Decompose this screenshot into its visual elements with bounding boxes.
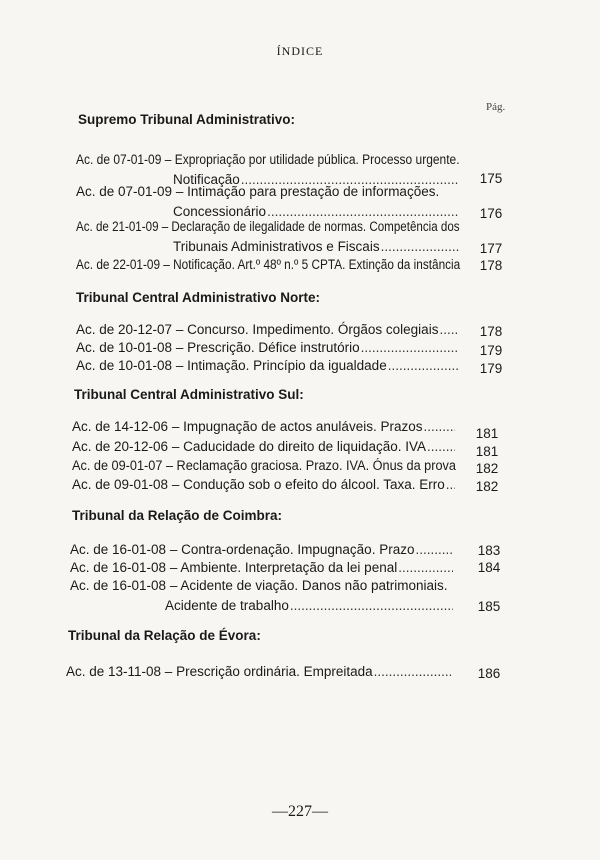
dot-leader bbox=[290, 596, 453, 616]
entry-text: Ac. de 16-01-08 – Contra-ordenação. Impugnação. Prazo bbox=[70, 542, 415, 557]
entry-text: Ac. de 21-01-09 – Declaração de ilegalidade de normas. Competência dos bbox=[76, 219, 460, 234]
entry-page-number: 183 bbox=[477, 543, 501, 558]
page-column-label: Pág. bbox=[486, 101, 506, 113]
index-entry bbox=[70, 540, 454, 560]
index-entry bbox=[72, 437, 456, 457]
entry-text: Ac. de 10-01-08 – Prescrição. Défice instrutório bbox=[76, 340, 360, 355]
page-header-title: ÍNDICE bbox=[276, 44, 324, 58]
index-entry bbox=[76, 255, 460, 275]
index-entry bbox=[76, 356, 460, 376]
entry-text: Ac. de 09-01-07 – Reclamação graciosa. Prazo. IVA. Ónus da prova bbox=[72, 458, 456, 473]
entry-page-number: 182 bbox=[475, 461, 499, 476]
index-entry bbox=[76, 182, 460, 222]
entry-page-number: 178 bbox=[479, 324, 503, 339]
entry-text: Ac. de 16-01-08 – Ambiente. Interpretação da lei penal bbox=[70, 560, 398, 575]
entry-page-number: 179 bbox=[479, 361, 503, 376]
entry-page-number: 181 bbox=[475, 426, 499, 441]
dot-leader bbox=[381, 237, 459, 257]
dot-leader bbox=[398, 558, 453, 578]
entry-text: Ac. de 20-12-06 – Caducidade do direito de liquidação. IVA bbox=[72, 439, 426, 454]
section-title: Tribunal Central Administrativo Sul: bbox=[74, 387, 304, 402]
entry-text: Ac. de 07-01-09 – Expropriação por utilidade pública. Processo urgente. bbox=[76, 152, 460, 167]
entry-text: Ac. de 13-11-08 – Prescrição ordinária. Empreitada bbox=[66, 664, 373, 679]
entry-text-continued: Acidente de trabalho bbox=[165, 598, 289, 613]
entry-page-number: 185 bbox=[477, 599, 501, 614]
entry-text: Ac. de 09-01-08 – Condução sob o efeito do álcool. Taxa. Erro bbox=[72, 477, 445, 492]
entry-text: Ac. de 20-12-07 – Concurso. Impedimento. Órgãos colegiais bbox=[76, 322, 439, 337]
entry-text-continued: Tribunais Administrativos e Fiscais bbox=[173, 239, 380, 254]
entry-text: Ac. de 14-12-06 – Impugnação de actos anuláveis. Prazos bbox=[72, 419, 423, 434]
dot-leader bbox=[415, 540, 453, 560]
dot-leader bbox=[374, 662, 451, 682]
index-entry bbox=[72, 417, 456, 437]
entry-text: Ac. de 10-01-08 – Intimação. Princípio da igualdade bbox=[76, 358, 387, 373]
dot-leader bbox=[361, 338, 459, 358]
page-number-footer: —227— bbox=[272, 803, 328, 820]
section-title: Tribunal Central Administrativo Norte: bbox=[76, 290, 321, 305]
section-title: Tribunal da Relação de Évora: bbox=[68, 628, 261, 643]
entry-page-number: 181 bbox=[475, 444, 499, 459]
section-title: Tribunal da Relação de Coimbra: bbox=[72, 508, 283, 523]
entry-page-number: 184 bbox=[477, 560, 501, 575]
entry-page-number: 179 bbox=[479, 343, 503, 358]
entry-page-number: 182 bbox=[475, 479, 499, 494]
index-entry bbox=[70, 576, 454, 616]
entry-text-continued: Concessionário bbox=[173, 204, 267, 219]
index-entry bbox=[66, 662, 452, 682]
index-entry bbox=[72, 475, 456, 495]
entry-page-number: 186 bbox=[477, 666, 501, 681]
dot-leader bbox=[388, 356, 459, 376]
entry-page-number: 176 bbox=[479, 206, 503, 221]
index-entry bbox=[76, 320, 460, 340]
index-entry bbox=[72, 456, 456, 476]
entry-page-number: 178 bbox=[479, 258, 503, 273]
dot-leader bbox=[446, 475, 455, 495]
entry-text: Ac. de 16-01-08 – Acidente de viação. Danos não patrimoniais. bbox=[70, 578, 448, 593]
entry-text: Ac. de 22-01-09 – Notificação. Art.º 48º n.º 5 CPTA. Extinção da instância bbox=[76, 257, 461, 272]
dot-leader bbox=[423, 417, 455, 437]
entry-page-number: 175 bbox=[479, 171, 503, 186]
entry-text: Ac. de 07-01-09 – Intimação para prestação de informações. bbox=[76, 184, 440, 199]
entry-text-continued: Notificação bbox=[173, 172, 240, 187]
index-entry bbox=[70, 558, 454, 578]
index-entry bbox=[76, 338, 460, 358]
entry-page-number: 177 bbox=[479, 241, 503, 256]
section-title: Supremo Tribunal Administrativo: bbox=[78, 112, 296, 127]
dot-leader bbox=[439, 320, 459, 340]
dot-leader bbox=[427, 437, 455, 457]
index-entry bbox=[76, 217, 460, 257]
